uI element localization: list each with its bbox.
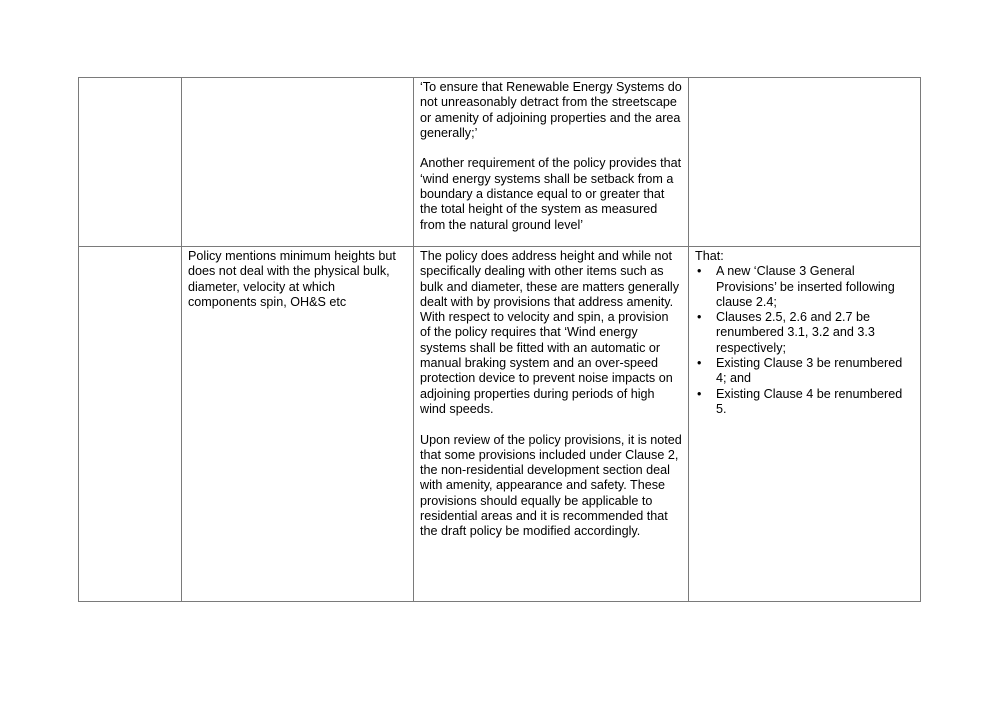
recommendation-intro: That: — [695, 249, 724, 263]
row1-col4-cell — [689, 78, 921, 247]
bullet-icon: • — [697, 310, 702, 325]
row2-comment-para-1: The policy does address height and while not specifically dealing with other items such as bulk and diameter, these are matters generally dealt with by provisions that address amenity. With respect to velocity and spin, a provision of the policy requires that ‘Wind energy systems shall be fitted with an automatic or manual braking system and an over-speed protection device to prevent noise impacts on adjoining properties during periods of high wind speeds. — [420, 249, 680, 416]
row1-col3-cell — [414, 78, 689, 247]
bullet-icon: • — [697, 264, 702, 279]
bullet-icon: • — [697, 386, 702, 401]
list-item: • A new ‘Clause 3 General Provisions’ be inserted following clause 2.4; — [697, 264, 895, 309]
row1-comment-para-2: Another requirement of the policy provides that ‘wind energy systems shall be setback from a boundary a distance equal to or greater that the total height of the system as measured from the natural ground level’ — [420, 156, 682, 232]
row1-comment-para-1: ‘To ensure that Renewable Energy Systems do not unreasonably detract from the streetscape or amenity of adjoining properties and the area generally;’ — [420, 80, 682, 140]
row2-submission-text: Policy mentions minimum heights but does not deal with the physical bulk, diameter, velocity at which components spin, OH&S etc — [188, 249, 396, 309]
submissions-table — [78, 77, 921, 602]
recommendation-list — [695, 264, 914, 417]
row2-col3-cell — [414, 247, 689, 602]
row1-col1-cell — [79, 78, 182, 247]
table-row — [79, 247, 921, 602]
list-item: • Existing Clause 3 be renumbered 4; and — [697, 356, 903, 386]
bullet-icon: • — [697, 356, 702, 371]
row1-col2-cell — [182, 78, 414, 247]
row2-comment-para-2: Upon review of the policy provisions, it is noted that some provisions included under Clause 2, the non-residential development section deal with amenity, appearance and safety. These provisions should equally be applicable to residential areas and it is recommended that the draft policy be modified accordingly. — [420, 432, 682, 539]
row2-col4-cell — [689, 247, 921, 602]
list-item: • Clauses 2.5, 2.6 and 2.7 be renumbered 3.1, 3.2 and 3.3 respectively; — [697, 310, 875, 355]
row2-col2-cell — [182, 247, 414, 602]
list-item: • Existing Clause 4 be renumbered 5. — [697, 386, 903, 416]
row2-col1-cell — [79, 247, 182, 602]
table-row — [79, 78, 921, 247]
